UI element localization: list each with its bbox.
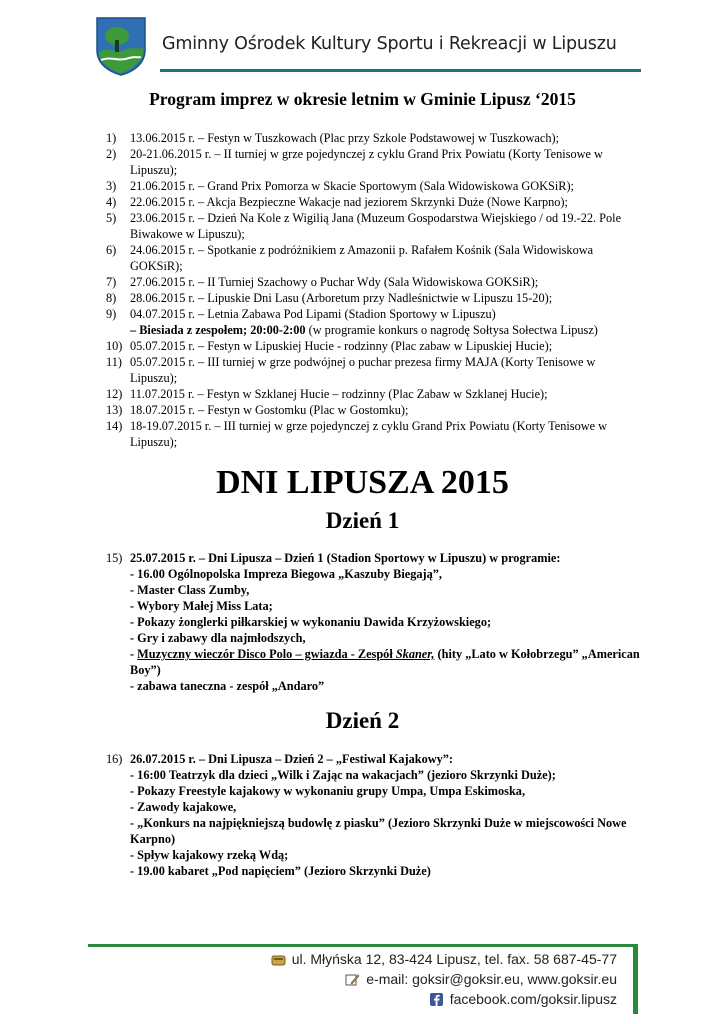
item-number: 7) (106, 275, 117, 289)
day1-heading: 25.07.2015 r. – Dni Lipusza – Dzień 1 (Stadion Sportowy w Lipuszu) w programie: (130, 551, 561, 565)
item-number: 5) (106, 211, 117, 225)
item-number: 6) (106, 243, 117, 257)
list-item (106, 338, 626, 354)
list-item (106, 130, 626, 146)
item-number: 14) (106, 419, 123, 433)
item-number: 4) (106, 195, 117, 209)
disco-headline: Muzyczny wieczór Disco Polo – gwiazda - Zespół (137, 647, 396, 661)
day2-item: - 19.00 kabaret „Pod napięciem” (Jezioro Skrzynki Duże) (130, 864, 431, 878)
item-text: 13.06.2015 r. – Festyn w Tuszkowach (Plac przy Szkole Podstawowej w Tuszkowach); (130, 131, 560, 145)
list-item (106, 146, 626, 178)
footer-rule (88, 944, 633, 947)
biesiada-rest: (w programie konkurs o nagrodę Sołtysa Sołectwa Lipusz) (305, 323, 598, 337)
biesiada-bold: – Biesiada z zespołem; 20:00-2:00 (130, 323, 306, 337)
item-text: 20-21.06.2015 r. – II turniej w grze pojedynczej z cyklu Grand Prix Powiatu (Korty Tenisowe w Lipuszu); (130, 147, 603, 177)
day1-disco-item (106, 646, 641, 678)
facebook-icon (429, 993, 444, 1006)
footer-address: ul. Młyńska 12, 83-424 Lipusz, tel. fax. 58 687-45-77 (291, 951, 617, 967)
day2-title: Dzień 2 (325, 708, 400, 733)
footer-facebook[interactable]: facebook.com/goksir.lipusz (449, 991, 617, 1007)
list-item (106, 386, 626, 402)
item-number: 1) (106, 131, 117, 145)
day2-item: - 16:00 Teatrzyk dla dzieci „Wilk i Zając na wakacjach” (jezioro Skrzynki Duże); (130, 768, 556, 782)
list-item (106, 194, 626, 210)
day1-item: - zabawa taneczna - zespół „Andaro” (130, 679, 325, 693)
item-text: 04.07.2015 r. – Letnia Zabawa Pod Lipami (Stadion Sportowy w Lipuszu) (130, 307, 496, 321)
list-item (106, 354, 626, 386)
item-number: 11) (106, 355, 122, 369)
item-text: 27.06.2015 r. – II Turniej Szachowy o Puchar Wdy (Sala Widowiskowa GOKSiR); (130, 275, 539, 289)
day2-heading: 26.07.2015 r. – Dni Lipusza – Dzień 2 – „Festiwal Kajakowy”: (130, 752, 454, 766)
day1-item: - 16.00 Ogólnopolska Impreza Biegowa „Kaszuby Biegają”, (130, 567, 442, 581)
item-number: 3) (106, 179, 117, 193)
pencil-note-icon (345, 973, 360, 986)
item-text: 21.06.2015 r. – Grand Prix Pomorza w Skacie Sportowym (Sala Widowiskowa GOKSiR); (130, 179, 574, 193)
item-text: 28.06.2015 r. – Lipuskie Dni Lasu (Arboretum przy Nadleśnictwie w Lipuszu 15-20); (130, 291, 553, 305)
day2-item: - Spływ kajakowy rzeką Wdą; (130, 848, 289, 862)
day1-title: Dzień 1 (325, 508, 400, 533)
item-number: 9) (106, 307, 117, 321)
header-rule (160, 69, 641, 72)
day2-item: - Pokazy Freestyle kajakowy w wykonaniu grupy Umpa, Umpa Eskimoska, (130, 784, 526, 798)
mailbox-icon (271, 953, 286, 966)
item-text: 05.07.2015 r. – III turniej w grze podwójnej o puchar prezesa firmy MAJA (Korty Tenisowe w Lipuszu); (130, 355, 596, 385)
item-dash: - (130, 647, 138, 661)
list-item (106, 210, 626, 242)
band-name: Skaner, (395, 647, 435, 661)
day2-item: - Zawody kajakowe, (130, 800, 237, 814)
list-item (106, 306, 626, 322)
biesiada-line (106, 322, 626, 338)
footer-facebook-row (271, 989, 617, 1009)
footer-email-row (271, 969, 617, 989)
program-list (106, 130, 626, 450)
org-name: Gminny Ośrodek Kultury Sportu i Rekreacji w Lipuszu (162, 34, 617, 54)
disco-hits: (hity „Lato w Kołobrzegu” „American Boy”) (130, 647, 640, 677)
dni-lipusza-title: DNI LIPUSZA 2015 (216, 464, 509, 501)
day2-item: - „Konkurs na najpiękniejszą budowlę z piasku” (Jezioro Skrzynki Duże w miejscowości Nowe Karpno) (130, 816, 627, 846)
item-number: 15) (106, 551, 123, 565)
item-text: 11.07.2015 r. – Festyn w Szklanej Hucie – rodzinny (Plac Zabaw w Szklanej Hucie); (130, 387, 548, 401)
item-number: 10) (106, 339, 123, 353)
item-number: 13) (106, 403, 123, 417)
item-text: 18.07.2015 r. – Festyn w Gostomku (Plac w Gostomku); (130, 403, 409, 417)
footer-address-row (271, 949, 617, 969)
item-number: 12) (106, 387, 123, 401)
list-item (106, 178, 626, 194)
crest-logo (95, 16, 147, 76)
day1-item: - Wybory Małej Miss Lata; (130, 599, 273, 613)
item-text: 23.06.2015 r. – Dzień Na Kole z Wigilią Jana (Muzeum Gospodarstwa Wiejskiego / od 19.-22. Pole Biwakowe w Lipuszu); (130, 211, 622, 241)
day1-program (106, 550, 641, 694)
item-text: 18-19.07.2015 r. – III turniej w grze pojedynczej z cyklu Grand Prix Powiatu (Korty Tenisowe w Lipuszu); (130, 419, 608, 449)
day1-item: - Pokazy żonglerki piłkarskiej w wykonaniu Dawida Krzyżowskiego; (130, 615, 492, 629)
item-number: 16) (106, 752, 123, 766)
item-text: 22.06.2015 r. – Akcja Bezpieczne Wakacje nad jeziorem Skrzynki Duże (Nowe Karpno); (130, 195, 568, 209)
day2-program (106, 751, 641, 879)
list-item (106, 402, 626, 418)
document-title: Program imprez w okresie letnim w Gminie Lipusz ‘2015 (149, 89, 576, 109)
item-number: 2) (106, 147, 117, 161)
list-item (106, 274, 626, 290)
letterhead (95, 16, 640, 72)
item-text: 05.07.2015 r. – Festyn w Lipuskiej Hucie - rodzinny (Plac zabaw w Lipuskiej Hucie); (130, 339, 553, 353)
footer-email[interactable]: e-mail: goksir@goksir.eu, www.goksir.eu (366, 971, 617, 987)
list-item (106, 242, 626, 274)
item-number: 8) (106, 291, 117, 305)
list-item (106, 418, 626, 450)
footer-contact (271, 949, 617, 1009)
list-item (106, 290, 626, 306)
day1-item: - Gry i zabawy dla najmłodszych, (130, 631, 306, 645)
footer-accent-bar (633, 944, 638, 1014)
item-text: 24.06.2015 r. – Spotkanie z podróżnikiem z Amazonii p. Rafałem Kośnik (Sala Widowiskowa GOKSiR); (130, 243, 594, 273)
day1-item: - Master Class Zumby, (130, 583, 250, 597)
